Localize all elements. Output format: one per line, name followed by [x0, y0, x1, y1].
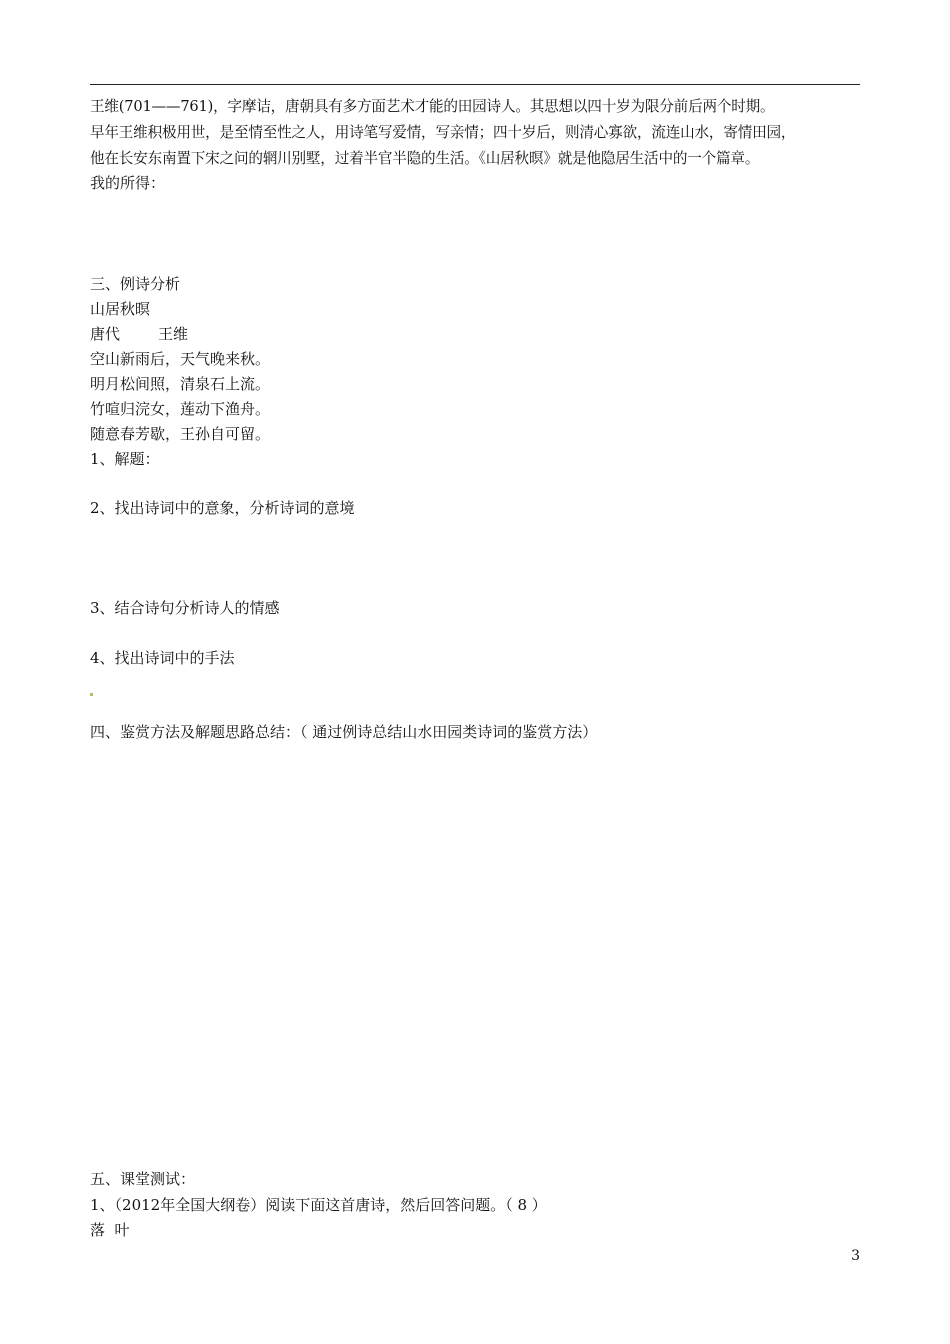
question-1: 1、解题： — [90, 450, 160, 468]
gain-label: 我的所得： — [90, 174, 166, 192]
header-rule — [90, 84, 860, 85]
section3-heading: 三、例诗分析 — [90, 275, 181, 293]
poem-byline — [90, 324, 188, 344]
poem-line: 空山新雨后，天气晚来秋。 — [90, 350, 271, 368]
poem-title: 山居秋暝 — [90, 300, 151, 318]
stray-mark — [90, 693, 93, 696]
poem-line: 竹喧归浣女，莲动下渔舟。 — [90, 400, 271, 418]
poem-line: 明月松间照，清泉石上流。 — [90, 375, 271, 393]
intro-line-3: 他在长安东南置下宋之问的辋川别墅，过着半官半隐的生活。《山居秋暝》就是他隐居生活中的一个篇章。 — [90, 150, 760, 167]
section5-heading: 五、课堂测试： — [90, 1170, 196, 1188]
question-3: 3、结合诗句分析诗人的情感 — [90, 599, 280, 617]
question-2: 2、找出诗词中的意象，分析诗词的意境 — [90, 499, 355, 517]
poem-line: 随意春芳歇，王孙自可留。 — [90, 425, 271, 443]
poem-author: 王维 — [158, 325, 189, 343]
poem-dynasty: 唐代 — [90, 325, 121, 343]
test-poem-title: 落 叶 — [90, 1221, 130, 1239]
intro-line-2: 早年王维积极用世，是至情至性之人，用诗笔写爱情，写亲情；四十岁后，则清心寡欲，流连山水，寄情田园， — [90, 124, 796, 141]
page-number: 3 — [851, 1248, 860, 1264]
question-4: 4、找出诗词中的手法 — [90, 649, 235, 667]
section4-heading: 四、鉴赏方法及解题思路总结：（ 通过例诗总结山水田园类诗词的鉴赏方法） — [90, 723, 598, 741]
test-question-1: 1、（2012年全国大纲卷）阅读下面这首唐诗，然后回答问题。（ 8 ） — [90, 1196, 547, 1214]
intro-line-1: 王维(701——761)，字摩诘，唐朝具有多方面艺术才能的田园诗人。其思想以四十岁为限分前后两个时期。 — [90, 98, 775, 115]
